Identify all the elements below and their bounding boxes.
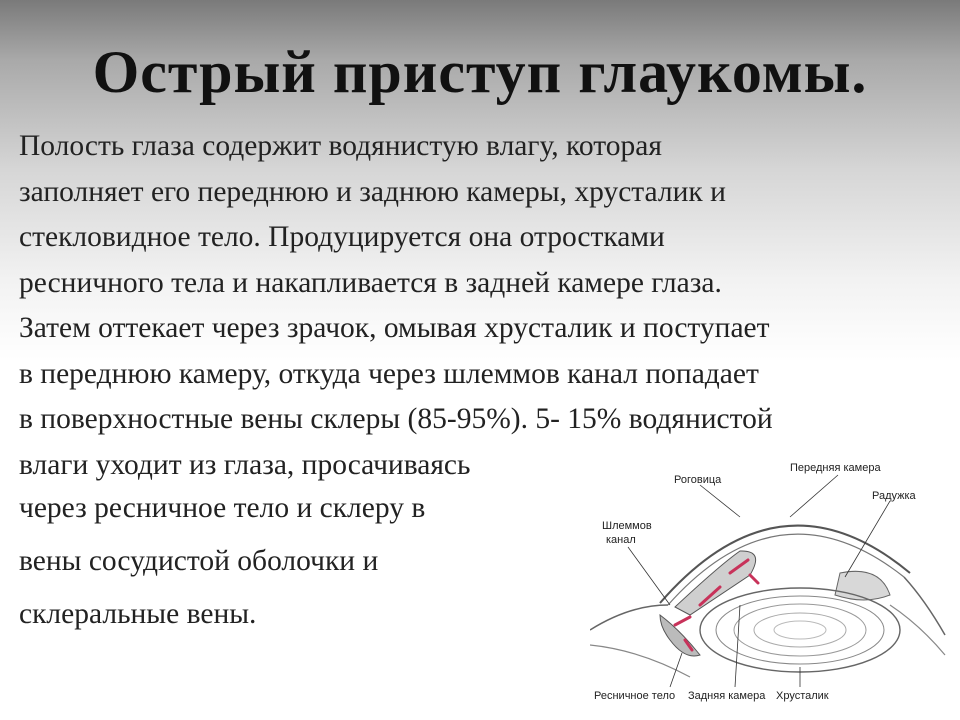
tail-line: через ресничное тело и склеру в xyxy=(19,492,426,524)
paragraph-line: Затем оттекает через зрачок, омывая хрусталик и поступает xyxy=(19,312,770,344)
label-lens: Хрусталик xyxy=(776,690,829,702)
paragraph-line: ресничного тела и накапливается в задней камере глаза. xyxy=(19,266,722,299)
iris-shape xyxy=(675,551,756,615)
paragraph-line: заполняет его переднюю и заднюю камеры, хрусталик и xyxy=(19,175,726,208)
lens-ring xyxy=(716,596,884,664)
label-anterior-chamber: Передняя камера xyxy=(790,462,881,474)
leader-cornea xyxy=(700,485,740,517)
tail-line: склеральные вены. xyxy=(19,598,257,630)
paragraph-line: стекловидное тело. Продуцируется она отростками xyxy=(19,221,665,253)
sclera-right xyxy=(904,577,945,635)
leader-iris xyxy=(845,501,890,577)
body-paragraph xyxy=(19,124,949,488)
paragraph-line: в поверхностные вены склеры (85-95%). 5- 15% водянистой xyxy=(19,403,773,435)
paragraph-line: в переднюю камеру, откуда через шлеммов канал попадает xyxy=(19,357,759,390)
label-iris: Радужка xyxy=(872,490,916,502)
iris-right-shape xyxy=(835,571,890,600)
lens-ring xyxy=(754,613,846,647)
leader-anterior-chamber xyxy=(790,475,838,517)
leader-schlemm xyxy=(628,547,670,605)
sclera-lower-right xyxy=(890,605,945,655)
leader-ciliary xyxy=(670,653,682,687)
sclera-left xyxy=(590,605,668,630)
eye-anatomy-diagram xyxy=(590,455,950,717)
lens-ring xyxy=(700,588,900,672)
label-posterior-chamber: Задняя камера xyxy=(688,690,766,702)
slide-title: Острый приступ глаукомы. xyxy=(92,39,868,105)
label-cornea: Роговица xyxy=(674,474,722,486)
paragraph-line: Полость глаза содержит водянистую влагу, которая xyxy=(19,130,662,162)
tail-line: вены сосудистой оболочки и xyxy=(19,545,379,577)
paragraph-line: влаги уходит из глаза, просачиваясь xyxy=(19,448,471,481)
label-schlemm-1: Шлеммов xyxy=(602,520,652,532)
leader-posterior xyxy=(735,605,740,687)
label-schlemm-2: канал xyxy=(606,534,636,546)
label-ciliary-body: Ресничное тело xyxy=(594,690,676,702)
lens-ring xyxy=(774,621,826,639)
